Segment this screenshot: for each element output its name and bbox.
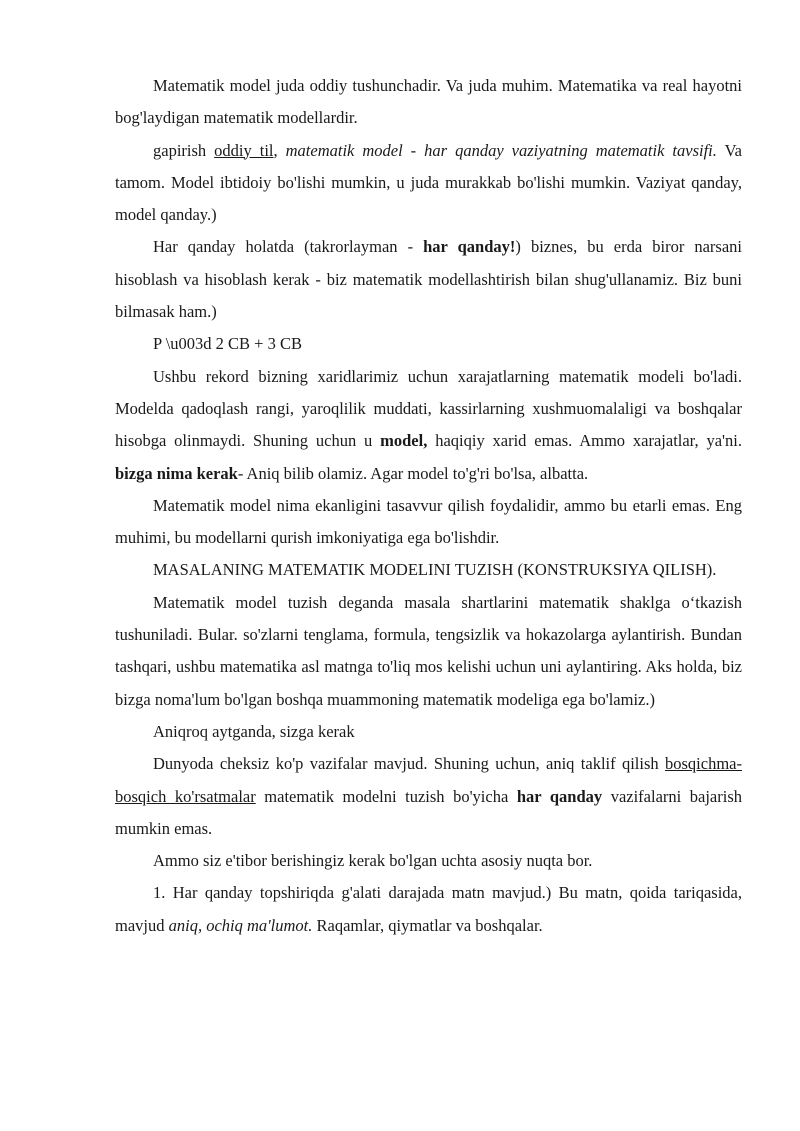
text: Har qanday holatda (takrorlayman -: [153, 237, 424, 257]
text: Dunyoda cheksiz ko'p vazifalar mavjud. Shuning uchun, aniq taklif qilish: [153, 754, 666, 774]
paragraph-precise: Aniqroq aytganda, sizga kerak: [153, 721, 355, 741]
paragraph-definition: [115, 135, 742, 232]
document-page: [115, 70, 742, 942]
bold-bizga-nima-kerak: bizga nima kerak: [115, 463, 238, 483]
paragraph-intro: Matematik model juda oddiy tushunchadir. Va juda muhim. Matematika va real hayotni bog'laydigan matematik modellardir.: [115, 76, 742, 128]
italic-definition: matematik model - har qanday vaziyatning matematik tavsifi.: [285, 140, 717, 160]
paragraph-point-one: [115, 877, 742, 942]
bold-model: model,: [380, 431, 428, 451]
text: Ushbu rekord bizning xaridlarimiz uchun xarajatlarning matematik modeli bo'ladi. Modelda qadoqlash rangi, yaroqlilik muddati, kassirlarning xushmuomalaligi va boshqalar hisobga olinmaydi. Shuning uchun u: [115, 366, 742, 451]
paragraph-three-points: Ammo siz e'tibor berishingiz kerak bo'lgan uchta asosiy nuqta bor.: [153, 851, 593, 871]
bold-har-qanday: har qanday!: [423, 237, 516, 257]
text: gapirish: [153, 140, 215, 160]
paragraph-useful: Matematik model nima ekanligini tasavvur qilish foydalidir, ammo bu etarli emas. Eng muhimi, bu modellarni qurish imkoniyatiga ega bo'lishdir.: [115, 495, 742, 548]
link-oddiy-til[interactable]: oddiy til: [214, 140, 274, 160]
text: Raqamlar, qiymatlar va boshqalar.: [312, 915, 543, 935]
section-heading: MASALANING MATEMATIK MODELINI TUZISH (KONSTRUKSIYA QILISH).: [153, 560, 717, 580]
paragraph-construction: Matematik model tuzish deganda masala shartlarini matematik shaklga o‘tkazish tushuniladi. Bular. so'zlarni tenglama, formula, tengsizlik va hokazolarga aylantirish. Bundan tashqari, ushbu matematika asl matnga to'liq mos kelishi uchun uni aylantiring. Aks holda, biz bizga noma'lum bo'lgan boshqa muammoning matematik modeliga ega bo'lamiz.): [115, 592, 742, 709]
paragraph-tasks: [115, 748, 742, 845]
formula-line: P \u003d 2 CB + 3 CB: [153, 334, 302, 354]
paragraph-business: [115, 231, 742, 328]
link-bosqichma-bosqich[interactable]: bosqichma-bosqich ko'rsatmalar: [115, 754, 742, 806]
text: vazifalarni bajarish mumkin emas.: [115, 786, 743, 838]
text: ) biznes, bu erda biror narsani hisoblash va hisoblash kerak - biz matematik modellashtirish bilan shug'ullanamiz. Biz buni bilmasak ham.): [115, 237, 743, 322]
text: ,: [273, 140, 286, 160]
text: - Aniq bilib olamiz. Agar model to'g'ri bo'lsa, albatta.: [237, 463, 589, 483]
italic-aniq: aniq, ochiq ma'lumot.: [168, 915, 313, 935]
paragraph-record: [115, 361, 742, 490]
text: Va tamom. Model ibtidoiy bo'lishi mumkin, u juda murakkab bo'lishi mumkin. Vaziyat qanday, model qanday.): [115, 140, 742, 225]
text: matematik modelni tuzish bo'yicha: [255, 786, 517, 806]
text: 1. Har qanday topshiriqda g'alati darajada matn mavjud.) Bu matn, qoida tariqasida, mavjud: [115, 883, 742, 935]
bold-har-qanday-2: har qanday: [516, 786, 603, 806]
text: haqiqiy xarid emas. Ammo xarajatlar, ya'ni.: [427, 431, 742, 451]
